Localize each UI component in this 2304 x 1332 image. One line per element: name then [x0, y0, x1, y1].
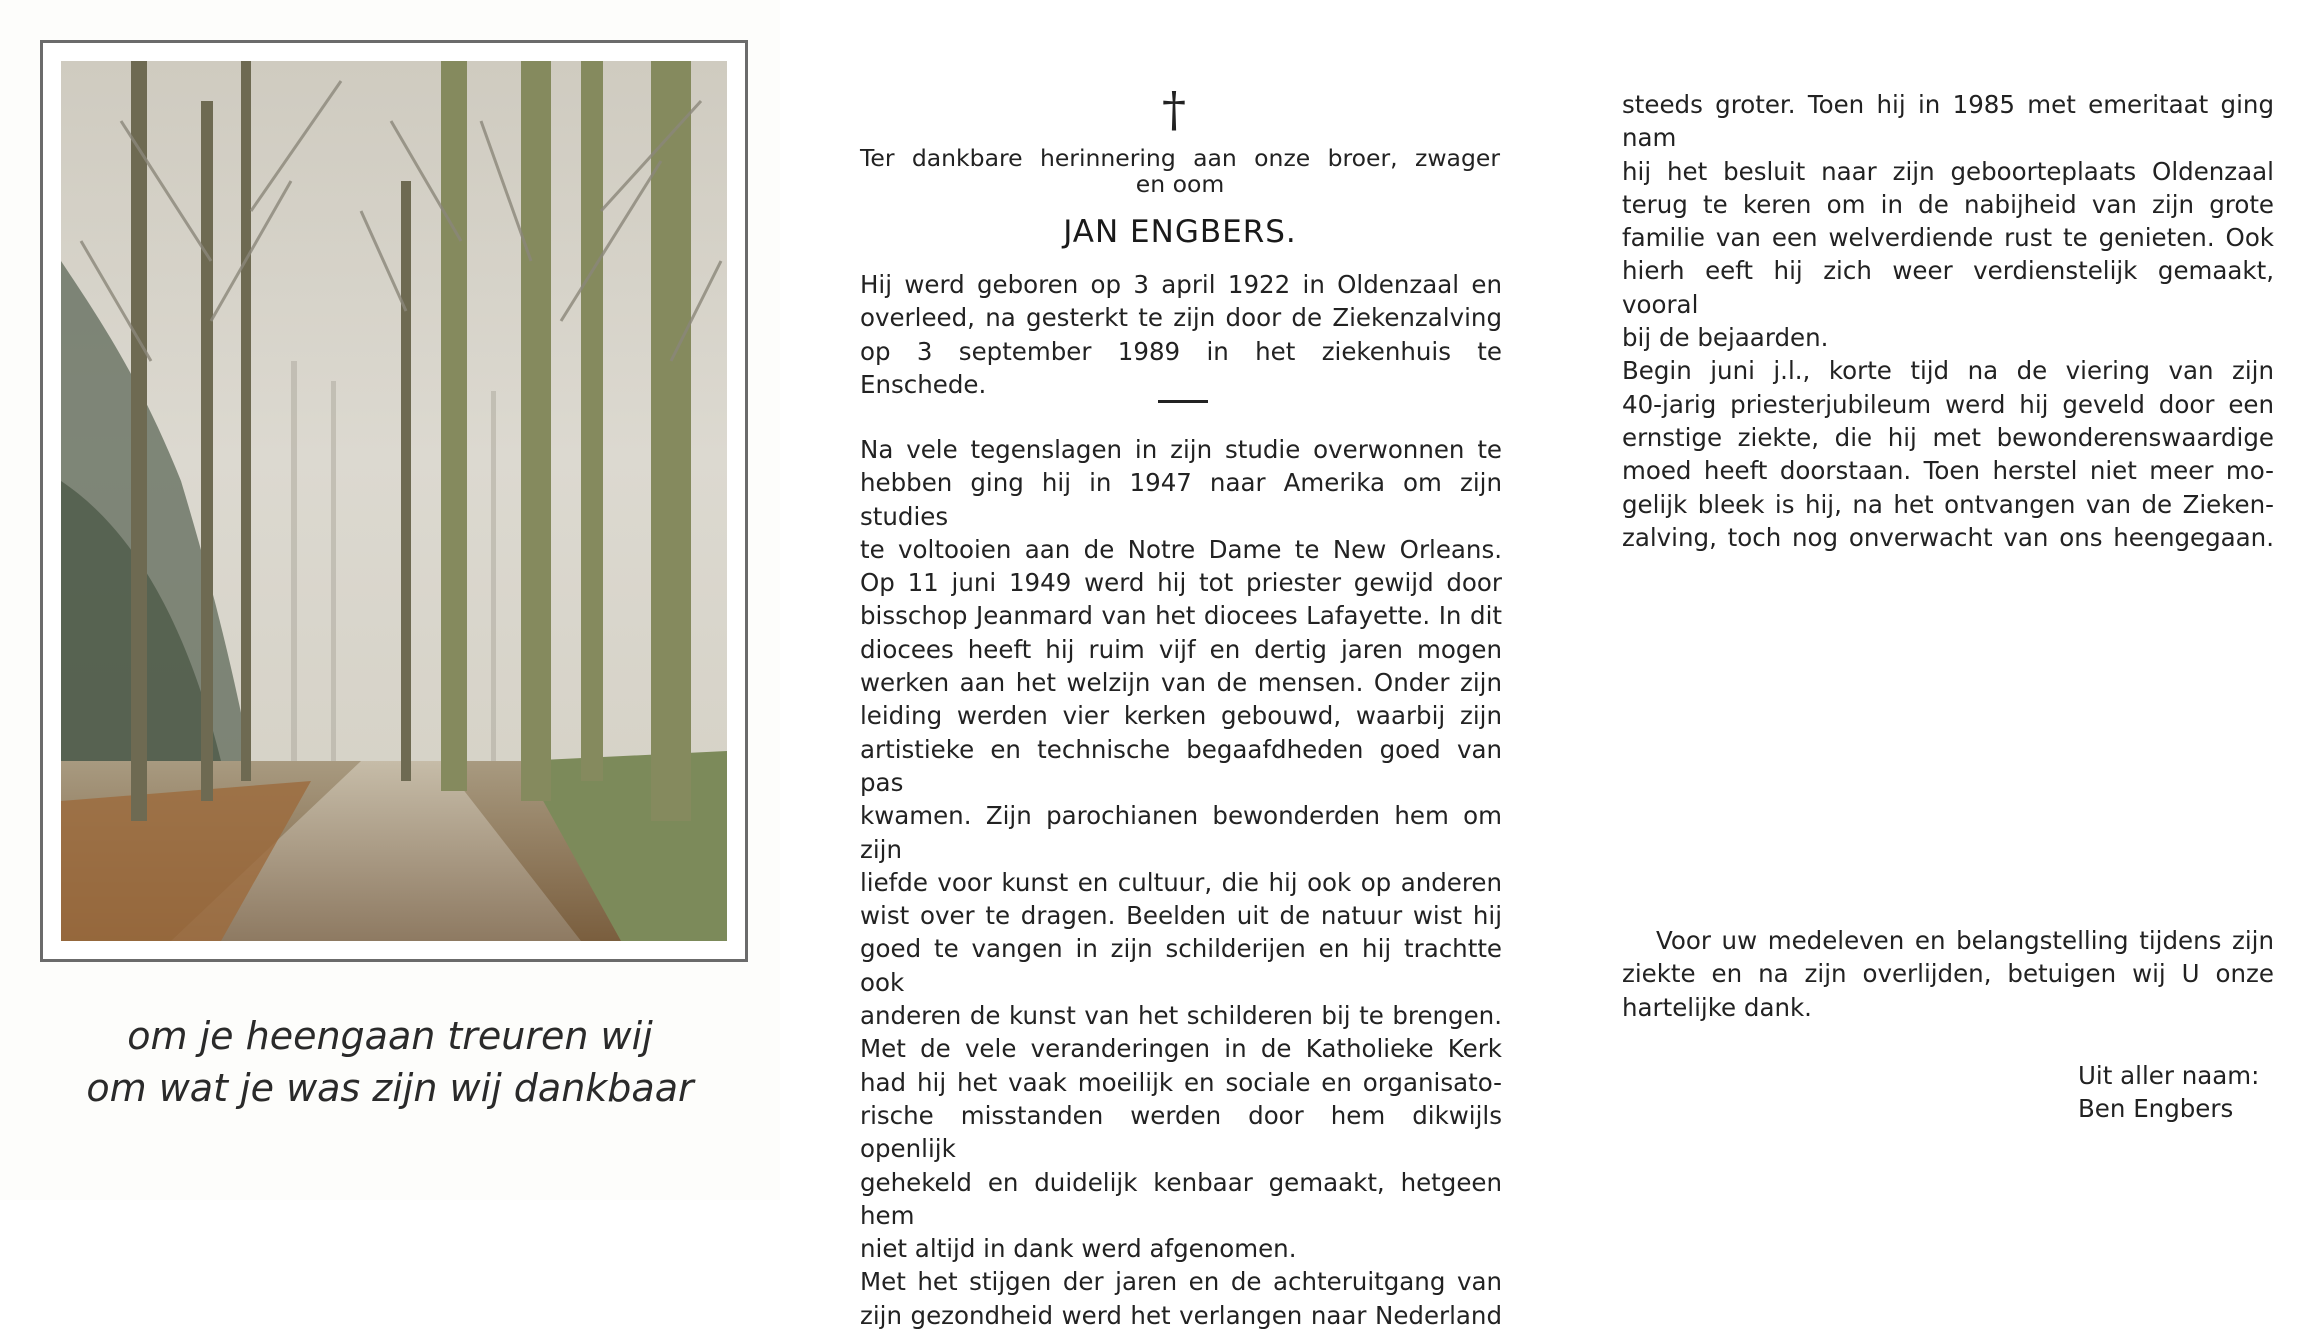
thanks-paragraph: [1622, 924, 2274, 1024]
text-line: liefde voor kunst en cultuur, die hij ook op anderen: [860, 867, 1502, 897]
text-line: anderen de kunst van het schilderen bij te brengen.: [860, 1001, 1502, 1031]
text-line: Na vele tegenslagen in zijn studie overwonnen te: [860, 435, 1502, 464]
text-line: ziekte en na zijn overlijden, betuigen wij U onze: [1622, 959, 2274, 989]
text-line: kwamen. Zijn parochianen bewonderden hem om zijn: [860, 801, 1502, 864]
text-line: Met de vele veranderingen in de Katholieke Kerk: [860, 1034, 1502, 1064]
text-line: zijn gezondheid werd het verlangen naar Nederland: [860, 1300, 1502, 1330]
deceased-name: JAN ENGBERS.: [1063, 214, 1297, 250]
text-line: 40-jarig priesterjubileum werd hij geveld door een: [1622, 389, 2274, 419]
signature-line-2: Ben Engbers: [2078, 1094, 2234, 1124]
text-line: hartelijke dank.: [1622, 992, 1812, 1022]
text-line: Hij werd geboren op 3 april 1922 in Oldenzaal en: [860, 270, 1502, 299]
biography-paragraph: [860, 433, 1502, 1332]
motto-line-2: om wat je was zijn wij dankbaar: [86, 1066, 694, 1110]
text-line: Op 11 juni 1949 werd hij tot priester gewijd door: [860, 568, 1502, 598]
text-line: hebben ging hij in 1947 naar Amerika om zijn studies: [860, 468, 1502, 531]
signature-line-1: Uit aller naam:: [2078, 1061, 2260, 1090]
front-panel: [0, 0, 780, 1200]
motto-line-1: om je heengaan treuren wij: [127, 1014, 653, 1058]
text-line: gehekeld en duidelijk kenbaar gemaakt, hetgeen hem: [860, 1167, 1502, 1230]
text-line: te voltooien aan de Notre Dame te New Orleans.: [860, 534, 1502, 564]
text-line: overleed, na gesterkt te zijn door de Ziekenzalving: [860, 303, 1502, 333]
text-line: moed heeft doorstaan. Toen herstel niet meer mo-: [1622, 456, 2274, 486]
text-line: Met het stijgen der jaren en de achteruitgang van: [860, 1267, 1502, 1297]
text-line: artistieke en technische begaafdheden goed van pas: [860, 734, 1502, 797]
text-line: terug te keren om in de nabijheid van zijn grote: [1622, 189, 2274, 219]
text-line: leiding werden vier kerken gebouwd, waarbij zijn: [860, 701, 1502, 731]
text-line: familie van een welverdiende rust te genieten. Ook: [1622, 223, 2274, 253]
text-line: bij de bejaarden.: [1622, 323, 1829, 353]
intro-line-2: en oom: [1135, 170, 1225, 198]
text-line: hierh eeft hij zich weer verdienstelijk gemaakt, vooral: [1622, 256, 2274, 319]
text-line: diocees heeft hij ruim vijf en dertig jaren mogen: [860, 634, 1502, 664]
text-line: Begin juni j.l., korte tijd na de viering van zijn: [1622, 356, 2274, 386]
text-line: gelijk bleek is hij, na het ontvangen van de Zieken-: [1622, 489, 2274, 519]
birth-paragraph: [860, 268, 1502, 401]
cross-icon: †: [1162, 82, 1186, 138]
continued-paragraph: [1622, 88, 2274, 554]
foggy-avenue-photo: [61, 61, 727, 941]
text-line: op 3 september 1989 in het ziekenhuis te Enschede.: [860, 336, 1502, 399]
separator-dash: [1158, 400, 1208, 403]
foggy-avenue-image: [61, 61, 727, 941]
photo-frame: [40, 40, 748, 962]
text-line: steeds groter. Toen hij in 1985 met emeritaat ging nam: [1622, 90, 2274, 153]
text-line: zalving, toch nog onverwacht van ons heengegaan.: [1622, 522, 2274, 552]
text-line: ernstige ziekte, die hij met bewonderenswaardige: [1622, 422, 2274, 452]
intro-line-1: Ter dankbare herinnering aan onze broer, zwager: [860, 144, 1500, 172]
text-line: hij het besluit naar zijn geboorteplaats Oldenzaal: [1622, 156, 2274, 186]
text-line: rische misstanden werden door hem dikwijls openlijk: [860, 1100, 1502, 1164]
text-line: had hij het vaak moeilijk en sociale en organisato-: [860, 1067, 1502, 1097]
signature-block: [2078, 1059, 2278, 1126]
text-line: goed te vangen in zijn schilderijen en hij trachtte ook: [860, 934, 1502, 997]
intro-text: [860, 145, 1500, 197]
text-line: Voor uw medeleven en belangstelling tijdens zijn: [1656, 926, 2274, 955]
text-line: werken aan het welzijn van de mensen. Onder zijn: [860, 668, 1502, 698]
text-line: wist over te dragen. Beelden uit de natuur wist hij: [860, 901, 1502, 931]
text-line: niet altijd in dank werd afgenomen.: [860, 1234, 1297, 1264]
text-line: bisschop Jeanmard van het diocees Lafayette. In dit: [860, 601, 1502, 631]
